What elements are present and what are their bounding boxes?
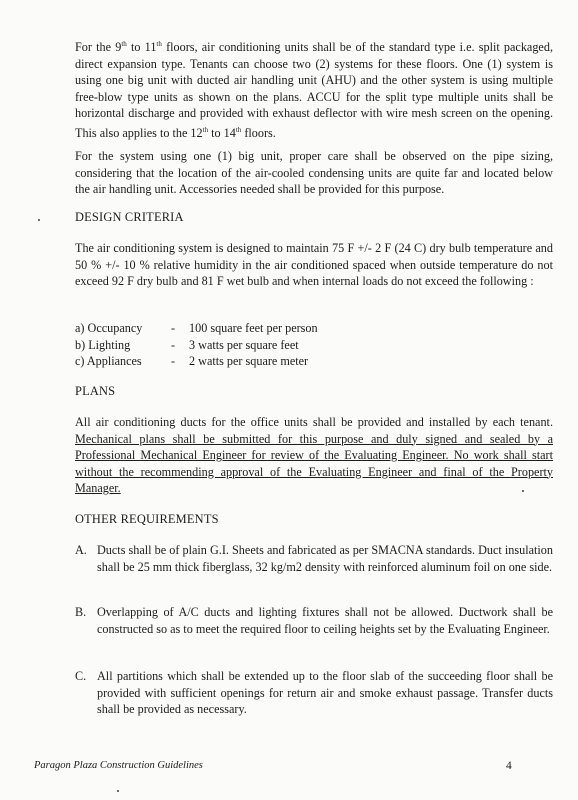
paragraph-plans xyxy=(75,414,553,497)
p1-sup-4: th xyxy=(235,125,242,134)
criteria-value: 3 watts per square feet xyxy=(189,337,299,352)
criteria-value: 2 watts per square meter xyxy=(189,354,309,368)
criteria-row xyxy=(75,320,318,337)
criteria-value: 100 square feet per person xyxy=(189,321,318,335)
criteria-label: a) Occupancy xyxy=(75,321,143,335)
requirement-text: All partitions which shall be extended up to the floor slab of the succeeding floor shall be provided with sufficient openings for return air and smoke exhaust passage. Transfer ducts shall be provided as necessary. xyxy=(97,669,553,716)
p1-text-b: to 11 xyxy=(126,40,157,55)
requirement-marker: B. xyxy=(75,605,87,619)
requirement-item xyxy=(75,668,553,718)
paragraph-floors-9-11 xyxy=(75,36,553,141)
footer-title: Paragon Plaza Construction Guidelines xyxy=(34,760,203,771)
p1-text-c: floors, air conditioning units shall be of the standard type i.e. split packaged, direct expansion type. Tenants can choose two (2) systems for these floors. One (1) system is using one big unit with ducted air handling unit (AHU) and the other system is using multiple free-blow type units as shown on the plans. ACCU for the split type multiple units shall be horizontal discharge and provided with exhaust deflector with wire mesh screen on the opening. This also applies to the 12 xyxy=(75,40,553,140)
page-number: 4 xyxy=(506,760,512,772)
scan-speck xyxy=(38,219,40,221)
heading-plans: PLANS xyxy=(75,384,116,398)
criteria-list xyxy=(75,320,318,370)
requirement-item xyxy=(75,604,553,637)
criteria-row xyxy=(75,337,318,354)
p1-sup-2: th xyxy=(156,40,162,48)
criteria-label: b) Lighting xyxy=(75,337,131,352)
criteria-dash: - xyxy=(171,337,176,352)
plans-text-plain: All air conditioning ducts for the office units shall be provided and installed by each tenant. xyxy=(75,415,553,429)
p1-text-d: to 14 xyxy=(208,125,236,140)
requirement-text: Ducts shall be of plain G.I. Sheets and fabricated as per SMACNA standards. Duct insulation shall be 25 mm thick fiberglass, 32 kg/m2 density with reinforced aluminum foil on one side. xyxy=(97,543,553,574)
criteria-dash: - xyxy=(171,321,176,335)
heading-design-criteria: DESIGN CRITERIA xyxy=(75,210,184,224)
p1-text-e: floors. xyxy=(241,125,276,140)
heading-other-requirements: OTHER REQUIREMENTS xyxy=(75,512,219,526)
requirement-item xyxy=(75,542,553,575)
paragraph-big-unit: For the system using one (1) big unit, proper care shall be observed on the pipe sizing, considering that the location of the air-cooled condensing units are quite far and located below the air handling unit. Accessories needed shall be provided for this purpose. xyxy=(75,149,553,196)
p1-sup-3: th xyxy=(202,125,209,134)
p1-text-a: For the 9 xyxy=(75,40,122,55)
requirement-marker: A. xyxy=(75,543,87,557)
scan-speck xyxy=(522,490,524,492)
criteria-dash: - xyxy=(171,354,176,368)
paragraph-design-criteria: The air conditioning system is designed to maintain 75 F +/- 2 F (24 C) dry bulb temperature and 50 % +/- 10 % relative humidity in the air conditioned spaced when outside temperature do not exceed 92 F dry bulb and 81 F wet bulb and when internal loads do not exceed the following : xyxy=(75,241,553,288)
requirement-text: Overlapping of A/C ducts and lighting fixtures shall not be allowed. Ductwork shall be constructed so as to meet the required floor to ceiling heights set by the Evaluating Engineer. xyxy=(97,605,553,636)
criteria-label: c) Appliances xyxy=(75,354,142,368)
plans-text-underlined: Mechanical plans shall be submitted for this purpose and duly signed and sealed by a Professional Mechanical Engineer for review of the Evaluating Engineer. No work shall start without the recommending approval of the Evaluating Engineer and final of the Property Manager. xyxy=(75,431,553,495)
criteria-row xyxy=(75,353,318,370)
p1-sup-1: th xyxy=(121,40,127,48)
scan-speck xyxy=(117,790,119,792)
requirement-marker: C. xyxy=(75,669,87,683)
